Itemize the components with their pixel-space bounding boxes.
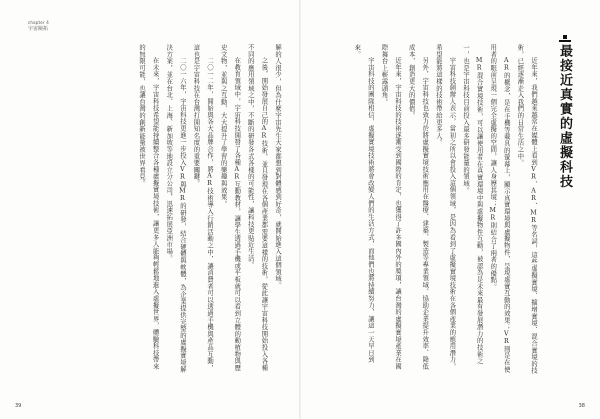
right-page-number: 38 — [578, 403, 585, 409]
right-paragraph: MR混合實境技術，可以讓使用者在真實環境中與虛擬物件互動，被認為是未來最有發展潛力的技術之一，也是宇宙科技目前投入最多研發能量的領域。 — [462, 44, 483, 364]
left-paragraph: 在教育領域中，宇宙科技開發了各種AR互動教材，讓學生透過手機或平板就可以看到立體的動植物與歷史文物，並與之互動，大大提升了學習的樂趣與效果。 — [219, 44, 241, 371]
right-paragraph: 宇宙科技的團隊相信，虛擬實境技術將會改變人們的生活方式，而他們也將持續努力，讓這一天早日到來。 — [353, 44, 374, 363]
right-paragraph: 近年來，宇宙科技的技術逐漸受到國際的肯定，也獲得了許多國內外的獎項，讓台灣的虛擬實境產業在國際舞台上嶄露頭角。 — [380, 44, 402, 370]
left-paragraph: 在未來，宇宙科技希望能持續整合各種虛擬實境技術，讓更多人能夠輕鬆地進入虛擬世界，體驗科技帶來的無限可能，也讓台灣的創新能量被世界看見。 — [138, 44, 159, 370]
right-page-body — [320, 44, 540, 374]
heading-marker-dot — [563, 35, 567, 39]
heading-marker-bar — [559, 40, 571, 42]
page-gutter — [299, 0, 301, 419]
left-page-number: 39 — [15, 403, 22, 409]
section-title: 最接近真實的虛擬科技 — [557, 44, 572, 189]
right-paragraph: 宇宙科技創辦人表示，當初之所以會投入這個領域，是因為看到了虛擬實境技術在各個產業的應用潛力，希望能將這樣的技術帶給更多人。 — [434, 44, 456, 370]
running-head-subtitle: 宇宙險拓 — [28, 26, 49, 32]
left-paragraph: 二〇一二年，開始與各大品牌合作，將AR技術導入行銷活動之中，讓消費者可以透過手機與產品互動，這也是宇宙科技在台灣打開知名度的重要關鍵。 — [192, 44, 214, 371]
right-paragraph: AR的概念，是在手機等載具的螢幕上，顯示真實環境與虛擬物件，呈現虛實互動的效果；VR則是在使用者的眼前呈現一個完全虛擬的空間，讓人身歷其境；MR則結合了兩者的優點。 — [489, 44, 510, 373]
left-paragraph: 解的人很少，但為什麼宇宙先生大家都想到對體感到好奇，就開始進入這個領域。 — [274, 44, 281, 289]
left-page-body — [44, 44, 284, 374]
left-paragraph: 之後，開始發展自己的AR技術，並且發現在各個產業都需要這樣的技術，從此讓宇宙科技開始投入各種不同的應用領域之中，不斷的研發各式各樣的可能性，讓科技更貼近生活。 — [246, 44, 268, 371]
left-paragraph: 二〇一六年，宇宙科技更進一步投入VR與MR的研發，結合硬體與軟體，為企業提供完整的虛擬實境解決方案，並在台北、上海、新加坡等地設立分公司，迅速拓展亞洲市場。 — [165, 44, 186, 373]
running-head — [28, 20, 49, 32]
right-paragraph: 另外，宇宙科技也致力於將虛擬實境技術應用在醫療、建築、製造等專業領域，協助企業提升效率、降低成本，創造更大的價值。 — [407, 44, 429, 370]
right-paragraph: 近年來，我們越來越常在媒體上看到VR、AR、MR等名詞，這些虛擬實境、擴增實境、混合實境的技術，已經逐漸走入我們的日常生活之中。 — [516, 44, 537, 374]
running-head-chapter: chapter 4 — [28, 20, 50, 25]
